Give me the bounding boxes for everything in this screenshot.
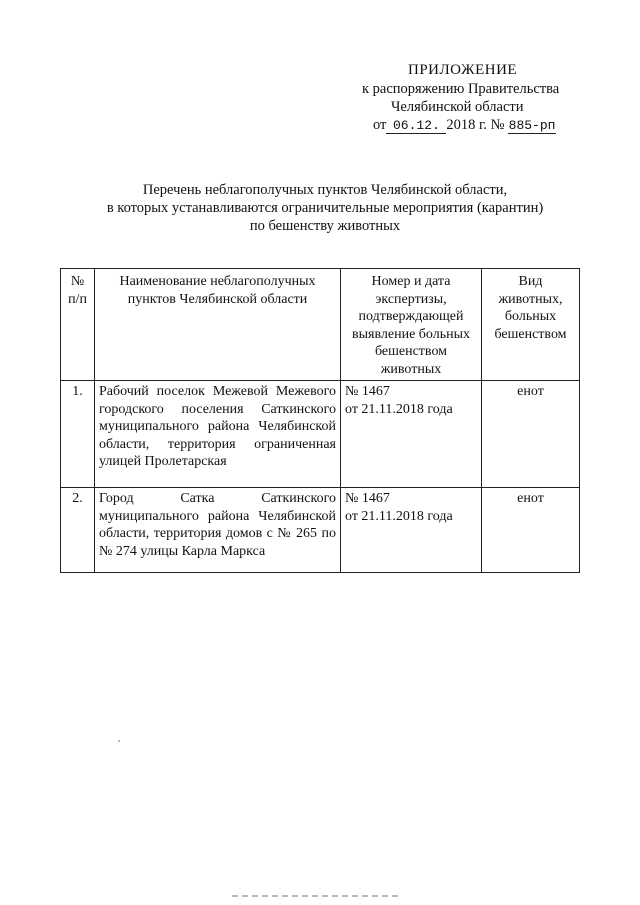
table-row	[61, 381, 580, 488]
row-number: 2.	[61, 488, 95, 573]
scan-bottom-mark	[232, 895, 402, 897]
outbreak-points-table	[60, 268, 580, 573]
date-prefix: от	[373, 117, 387, 133]
title-line-3: по бешенству животных	[249, 218, 401, 234]
document-title	[60, 181, 590, 235]
header-cell-animal: Вид животных, больных бешенством	[482, 269, 580, 381]
year-text: 2018 г. №	[446, 117, 505, 133]
order-number: 885-рп	[508, 118, 556, 133]
annex-title: ПРИЛОЖЕНИЕ	[408, 62, 518, 78]
expertise-number: № 1467	[345, 491, 390, 506]
annex-line-region: Челябинской области	[391, 99, 524, 115]
scan-speck	[118, 740, 120, 742]
expertise-cell	[341, 488, 482, 573]
table-header-row	[61, 269, 580, 381]
point-name: Рабочий поселок Межевой Межевого городского поселения Саткинского муниципального района Челябинской области, территория ограниченная улицей Пролетарская	[95, 381, 341, 488]
table-row	[61, 488, 580, 573]
title-line-1: Перечень неблагополучных пунктов Челябинской области,	[142, 182, 508, 198]
annex-line-date-number	[373, 117, 556, 134]
expertise-date: от 21.11.2018 года	[345, 508, 453, 524]
expertise-date: от 21.11.2018 года	[345, 401, 453, 417]
order-date: 06.12.	[386, 119, 446, 134]
animal-kind: енот	[482, 381, 580, 488]
header-cell-number: № п/п	[61, 269, 95, 381]
expertise-cell	[341, 381, 482, 488]
point-name: Город Сатка Саткинского муниципального района Челябинской области, территория домов с № 265 по № 274 улицы Карла Маркса	[95, 488, 341, 573]
title-line-2: в которых устанавливаются ограничительные мероприятия (карантин)	[106, 200, 544, 216]
row-number: 1.	[61, 381, 95, 488]
annex-line-order: к распоряжению Правительства	[362, 81, 560, 97]
header-cell-expertise: Номер и дата экспертизы, подтверждающей выявление больных бешенством животных	[341, 269, 482, 381]
animal-kind: енот	[482, 488, 580, 573]
header-cell-name: Наименование неблагополучных пунктов Челябинской области	[95, 269, 341, 381]
expertise-number: № 1467	[345, 384, 390, 399]
